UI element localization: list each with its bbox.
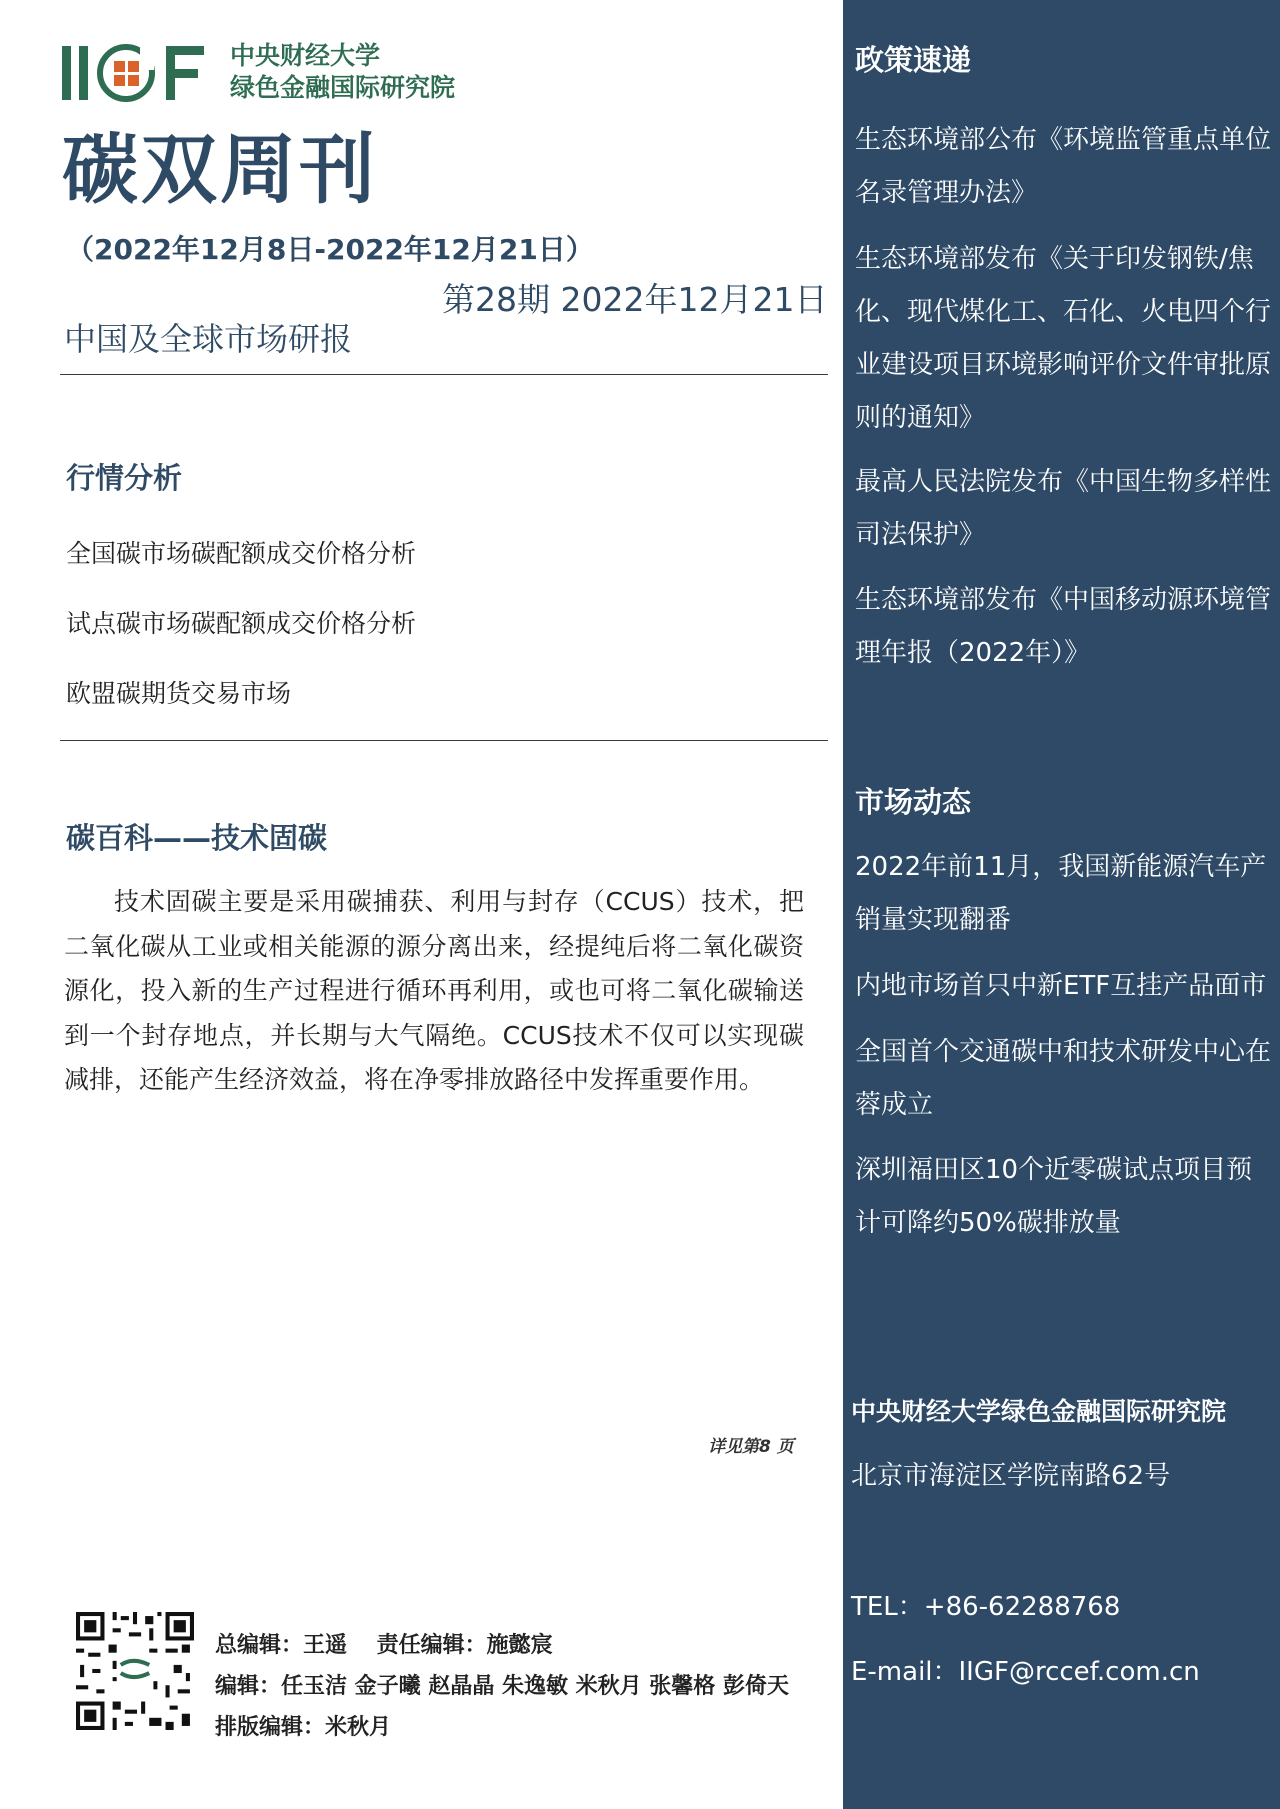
org-email[interactable]: E-mail：IIGF@rccef.com.cn bbox=[851, 1657, 1200, 1687]
policy-item[interactable]: 生态环境部公布《环境监管重点单位名录管理办法》 bbox=[855, 125, 1272, 208]
org-tel[interactable]: TEL：+86-62288768 bbox=[851, 1592, 1121, 1622]
market-analysis-item[interactable]: 全国碳市场碳配额成交价格分析 bbox=[66, 539, 417, 568]
org-name: 中央财经大学绿色金融国际研究院 bbox=[851, 1397, 1227, 1426]
credits-editors: 编辑：任玉洁 金子曦 赵晶晶 朱逸敏 米秋月 张馨格 彭倚天 bbox=[215, 1674, 789, 1699]
market-analysis-item[interactable]: 试点碳市场碳配额成交价格分析 bbox=[66, 609, 417, 638]
qr-code-icon bbox=[76, 1612, 194, 1730]
market-news-item[interactable]: 全国首个交通碳中和技术研发中心在蓉成立 bbox=[855, 1037, 1272, 1120]
market-news-item[interactable]: 2022年前11月，我国新能源汽车产销量实现翻番 bbox=[855, 852, 1267, 935]
divider bbox=[60, 374, 828, 375]
market-news-item[interactable]: 深圳福田区10个近零碳试点项目预计可降约50%碳排放量 bbox=[855, 1155, 1253, 1238]
logo-line-2: 绿色金融国际研究院 bbox=[230, 73, 456, 102]
policy-item[interactable]: 生态环境部发布《中国移动源环境管理年报（2022年）》 bbox=[855, 585, 1272, 668]
sidebar bbox=[843, 0, 1280, 1809]
encyclopedia-body: 技术固碳主要是采用碳捕获、利用与封存（CCUS）技术，把二氧化碳从工业或相关能源的源分离出来，经提纯后将二氧化碳资源化，投入新的生产过程进行循环再利用，或也可将二氧化碳输送到一个封存地点，并长期与大气隔绝。CCUS技术不仅可以实现碳减排，还能产生经济效益，将在净零排放路径中发挥重要作用。 bbox=[64, 887, 804, 1094]
iigf-logo bbox=[62, 42, 212, 104]
divider bbox=[60, 740, 828, 741]
policy-item[interactable]: 生态环境部发布《关于印发钢铁/焦化、现代煤化工、石化、火电四个行业建设项目环境影响评价文件审批原则的通知》 bbox=[855, 244, 1272, 433]
org-address: 北京市海淀区学院南路62号 bbox=[851, 1461, 1171, 1491]
page-title: 碳双周刊 bbox=[62, 125, 378, 214]
market-analysis-heading: 行情分析 bbox=[66, 461, 183, 495]
logo-line-1: 中央财经大学 bbox=[230, 41, 381, 70]
issue-period: （2022年12月8日-2022年12月21日） bbox=[66, 233, 594, 266]
market-news-item[interactable]: 内地市场首只中新ETF互挂产品面市 bbox=[855, 971, 1267, 1001]
credits-chief-editor: 总编辑：王遥 责任编辑：施懿宸 bbox=[215, 1633, 553, 1658]
see-more-link[interactable]: 详见第8 页 bbox=[708, 1437, 794, 1457]
page-subtitle: 中国及全球市场研报 bbox=[64, 320, 353, 358]
credits-layout-editor: 排版编辑：米秋月 bbox=[215, 1715, 392, 1740]
issue-number-date: 第28期 2022年12月21日 bbox=[442, 280, 828, 319]
policy-heading: 政策速递 bbox=[855, 43, 972, 77]
market-news-heading: 市场动态 bbox=[855, 785, 972, 819]
market-analysis-item[interactable]: 欧盟碳期货交易市场 bbox=[66, 679, 292, 708]
encyclopedia-heading: 碳百科——技术固碳 bbox=[66, 821, 328, 855]
policy-item[interactable]: 最高人民法院发布《中国生物多样性司法保护》 bbox=[855, 467, 1272, 550]
